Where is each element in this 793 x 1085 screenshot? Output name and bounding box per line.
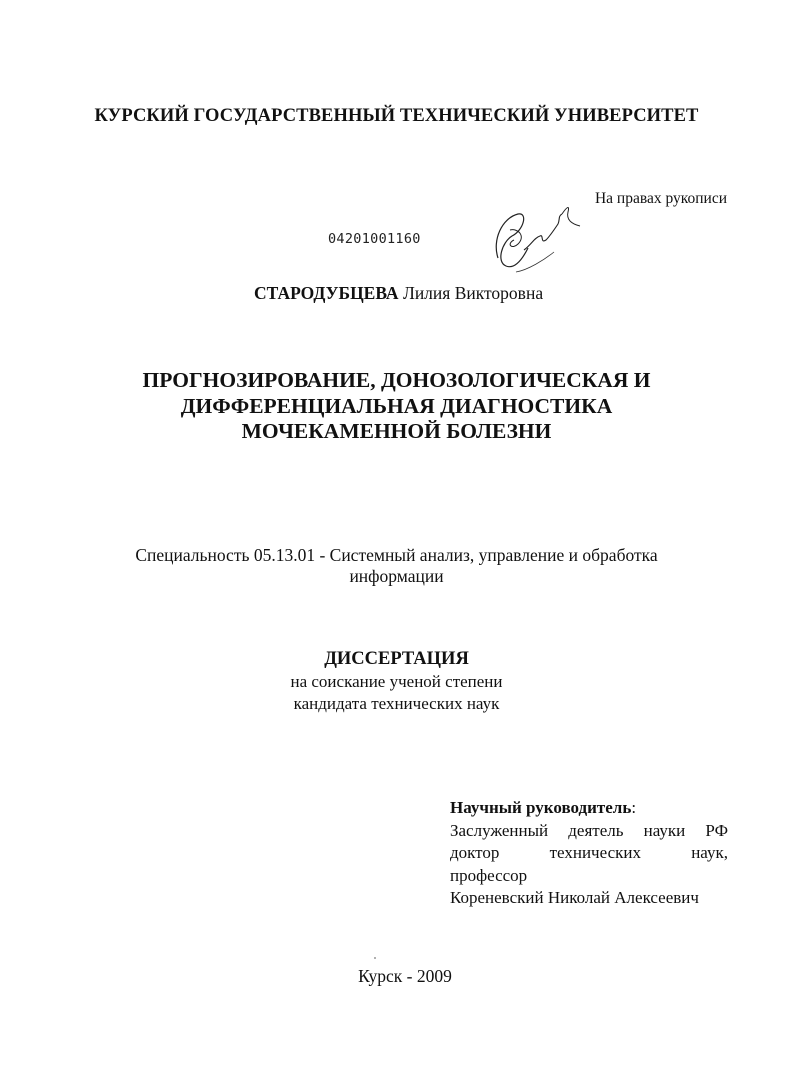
degree-info [0,671,793,714]
title-line: МОЧЕКАМЕННОЙ БОЛЕЗНИ [241,419,552,443]
university-name: КУРСКИЙ ГОСУДАРСТВЕННЫЙ ТЕХНИЧЕСКИЙ УНИВЕРСИТЕТ [94,106,699,126]
supervisor-block [450,797,728,910]
dissertation-type: ДИССЕРТАЦИЯ [324,649,469,669]
handwritten-signature [488,200,588,280]
specialty-line: информации [349,566,444,586]
specialty [0,545,793,587]
author-given-names: Лилия Викторовна [402,283,544,303]
title-line: ДИФФЕРЕНЦИАЛЬНАЯ ДИАГНОСТИКА [180,393,613,418]
author-name [254,283,543,304]
city-year: Курск - 2009 [358,966,452,986]
author-surname: СТАРОДУБЦЕВА [254,283,399,303]
supervisor-line: Заслуженный деятель науки РФ [450,820,728,840]
supervisor-heading-colon: : [631,798,637,817]
supervisor-line: доктор технических наук, [450,843,728,862]
degree-purpose: на соискание ученой степени [290,672,503,691]
archive-number: 04201001160 [328,231,421,247]
supervisor-line: Кореневский Николай Алексеевич [450,888,699,907]
supervisor-heading [450,797,728,820]
dissertation-title [0,368,793,445]
title-line: ПРОГНОЗИРОВАНИЕ, ДОНОЗОЛОГИЧЕСКАЯ И [142,368,651,392]
manuscript-note: На правах рукописи [594,190,727,207]
scan-speck [374,957,376,959]
specialty-line: Специальность 05.13.01 - Системный анализ, управление и обработка [135,545,658,565]
supervisor-heading-label: Научный руководитель [450,798,632,817]
supervisor-line: профессор [450,865,528,885]
degree-name: кандидата технических наук [293,693,500,713]
